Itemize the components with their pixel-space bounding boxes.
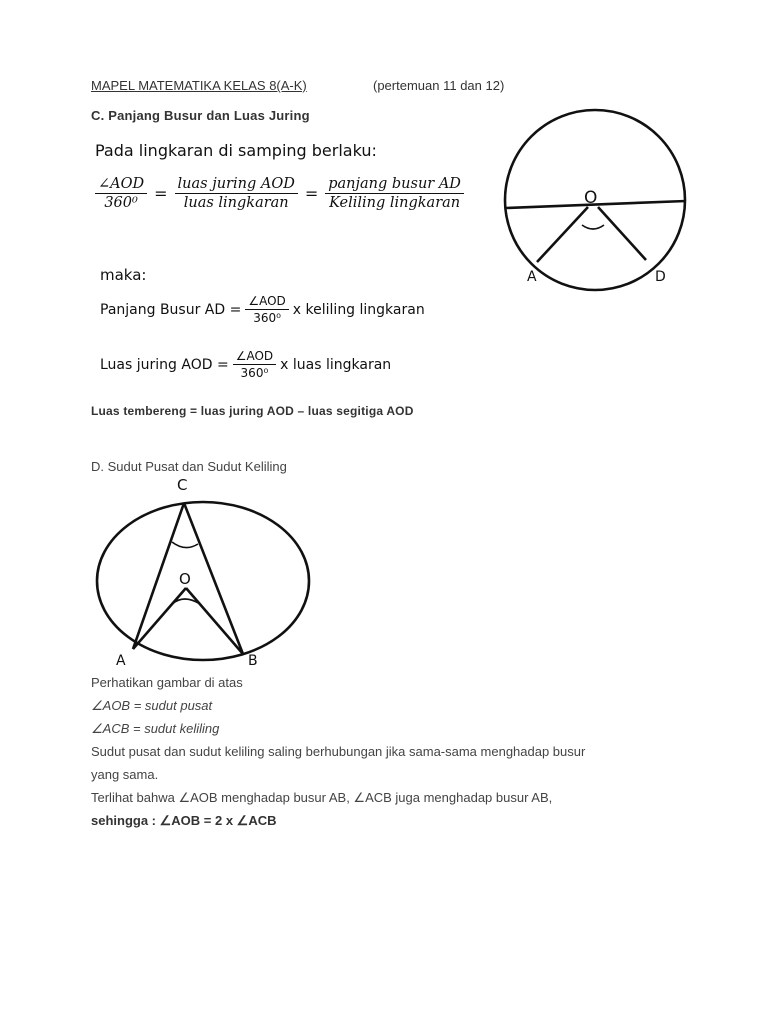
fraction-angle bbox=[245, 294, 288, 325]
inscribed-angle-arc bbox=[172, 542, 198, 548]
formula-suffix: x keliling lingkaran bbox=[292, 301, 425, 318]
fraction-denominator: Keliling lingkaran bbox=[329, 195, 461, 211]
paragraph-line: Terlihat bahwa ∠AOB menghadap busur AB, ∠ACB juga menghadap busur AB, bbox=[91, 790, 553, 805]
radius-oa bbox=[133, 588, 186, 649]
label-c: C bbox=[177, 476, 188, 494]
chord-ca bbox=[133, 503, 184, 649]
fraction-numerator: ∠AOD bbox=[233, 349, 276, 365]
inscribed-angle-definition: ∠ACB = sudut keliling bbox=[91, 721, 220, 736]
fraction-angle bbox=[233, 349, 276, 380]
fraction-denominator: luas lingkaran bbox=[183, 195, 289, 211]
maka-label: maka: bbox=[100, 266, 147, 284]
fraction-denominator: 360⁰ bbox=[253, 311, 281, 325]
formula-suffix: x luas lingkaran bbox=[280, 356, 392, 373]
label-b: B bbox=[248, 653, 258, 669]
formula-prefix: Luas juring AOD = bbox=[100, 356, 229, 373]
segment-area-formula: Luas tembereng = luas juring AOD – luas segitiga AOD bbox=[91, 404, 414, 418]
equals-sign: = bbox=[154, 184, 168, 203]
label-o: O bbox=[584, 188, 598, 208]
inscribed-angle-diagram bbox=[90, 476, 320, 670]
angle-arc bbox=[582, 225, 604, 229]
fraction-numerator: panjang busur AD bbox=[325, 176, 464, 194]
formula-intro: Pada lingkaran di samping berlaku: bbox=[95, 141, 377, 160]
ratio-formula bbox=[93, 176, 466, 211]
sector-area-formula bbox=[100, 349, 391, 380]
conclusion-formula: sehingga : ∠AOB = 2 x ∠ACB bbox=[91, 813, 277, 828]
fraction-angle bbox=[95, 176, 147, 211]
fraction-arc bbox=[325, 176, 464, 211]
sector-diagram bbox=[500, 130, 700, 290]
equals-sign: = bbox=[304, 184, 319, 203]
paragraph-line: Sudut pusat dan sudut keliling saling berhubungan jika sama-sama menghadap busur bbox=[91, 744, 586, 759]
document-header-meeting: (pertemuan 11 dan 12) bbox=[373, 78, 505, 93]
fraction-numerator: ∠AOD bbox=[95, 176, 147, 194]
circle bbox=[97, 502, 309, 660]
arc-length-formula bbox=[100, 294, 425, 325]
label-a: A bbox=[527, 269, 537, 285]
paragraph-line: Perhatikan gambar di atas bbox=[91, 675, 243, 690]
section-d-title: D. Sudut Pusat dan Sudut Keliling bbox=[91, 459, 287, 474]
document-header-subject: MAPEL MATEMATIKA KELAS 8(A-K) bbox=[91, 78, 307, 93]
fraction-denominator: 360⁰ bbox=[104, 195, 138, 211]
fraction-numerator: luas juring AOD bbox=[175, 176, 298, 194]
fraction-denominator: 360⁰ bbox=[240, 366, 269, 380]
central-angle-definition: ∠AOB = sudut pusat bbox=[91, 698, 213, 713]
radius-ob bbox=[186, 588, 243, 654]
paragraph-line: yang sama. bbox=[91, 767, 159, 782]
section-c-title: C. Panjang Busur dan Luas Juring bbox=[91, 108, 310, 123]
label-o: O bbox=[179, 570, 191, 588]
chord-cb bbox=[184, 503, 243, 654]
fraction-area bbox=[175, 176, 298, 211]
radius-oa bbox=[537, 207, 588, 262]
fraction-numerator: ∠AOD bbox=[245, 294, 288, 310]
formula-prefix: Panjang Busur AD = bbox=[100, 301, 242, 318]
radius-od bbox=[598, 207, 646, 260]
label-d: D bbox=[655, 269, 666, 285]
label-a: A bbox=[116, 653, 126, 669]
